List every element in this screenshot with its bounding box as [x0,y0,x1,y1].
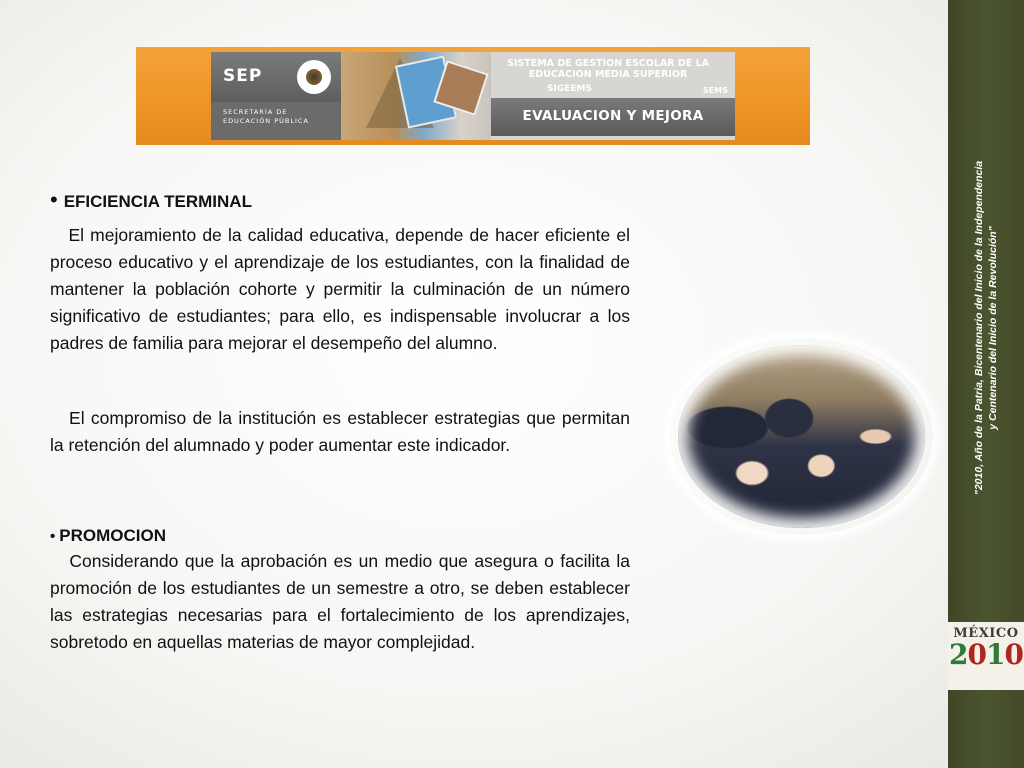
promocion-heading: • PROMOCION [50,526,166,545]
mexico-seal-icon [297,60,331,94]
bullet: • [50,187,58,212]
banner-system-name: SIGEEMS [547,84,592,94]
bicentennial-quote: "2010, Año de la Patria, Bicentenario del Inicio de la Independencia y Centenario del Inicio de la Revolución" [973,160,999,496]
eficiencia-paragraph-1: El mejoramiento de la calidad educativa, depende de hacer eficiente el proceso educativo y el aprendizaje de los estudiantes, con la finalidad de mantener la población cohorte y permitir la culminación de un número significativo de estudiantes; para ello, es indispensable involucrar a los padres de familia para mejorar el desempeño del alumno. [50,225,631,353]
students-photo [678,345,925,528]
mexico-2010-logo: MÉXICO 2010 [948,622,1024,690]
banner-sems: SEMS [703,86,728,95]
eficiencia-paragraph-2: El compromiso de la institución es establecer estrategias que permitan la retención del alumnado y poder aumentar este indicador. [50,408,630,455]
header-banner [136,47,810,145]
banner-panel [211,52,735,140]
eficiencia-heading: • EFICIENCIA TERMINAL [50,187,252,212]
banner-title: SISTEMA DE GESTION ESCOLAR DE LA EDUCACION MEDIA SUPERIOR [507,58,709,80]
secretaria-label: SECRETARÍA DE EDUCACIÓN PÚBLICA [223,108,309,125]
bullet: • [50,528,56,545]
sep-logo-block [211,52,341,140]
sep-logo: SEP [223,66,263,86]
promocion-paragraph: Considerando que la aprobación es un medio que asegura o facilita la promoción de los estudiantes de un semestre a otro, se deben establecer las estrategias necesarias para el fortalecimiento de los aprendizajes, sobretodo en aquellas materias de mayor complejidad. [50,551,630,652]
banner-section-title: EVALUACION Y MEJORA [522,108,704,124]
